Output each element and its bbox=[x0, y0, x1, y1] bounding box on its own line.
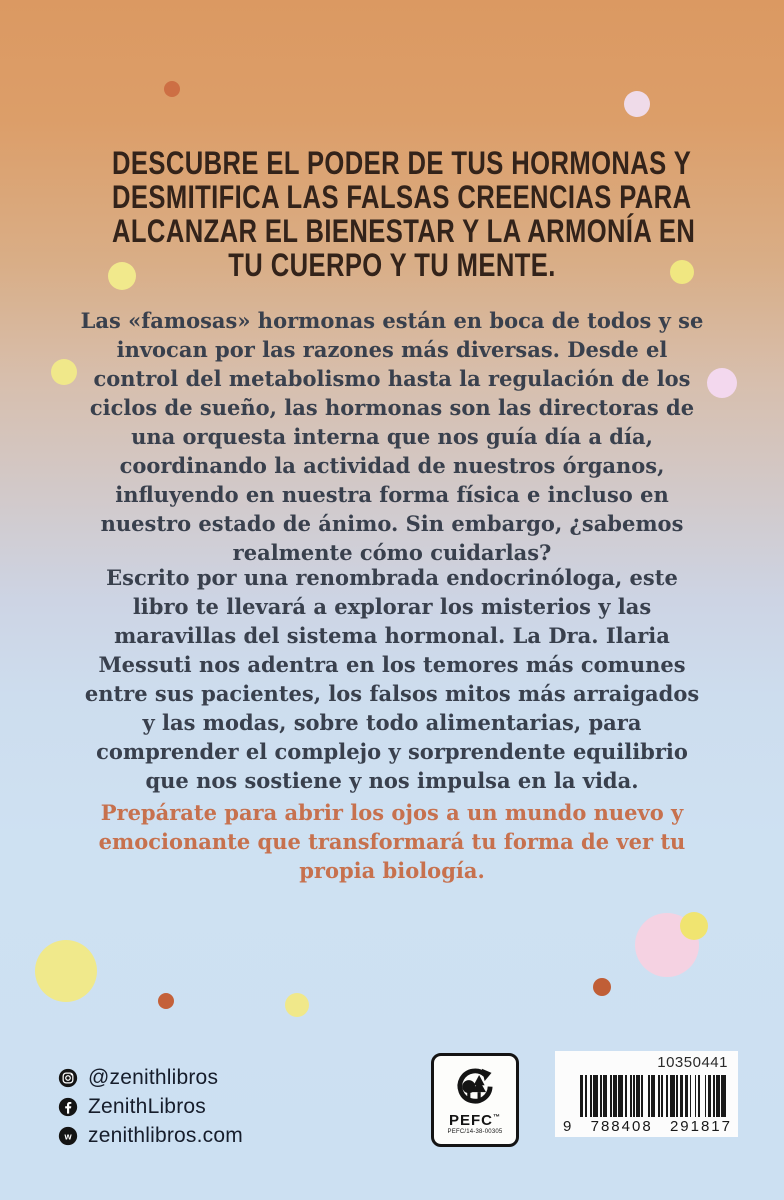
social-row-website bbox=[58, 1124, 243, 1148]
call-to-action-paragraph: Prepárate para abrir los ojos a un mundo nuevo y emocionante que transformará tu forma de ver tu propia biología. bbox=[98, 800, 686, 883]
trademark-symbol: ™ bbox=[493, 1113, 501, 1121]
tagline-line: DESCUBRE EL PODER DE TUS HORMONAS Y bbox=[112, 145, 692, 181]
dot-orange-top bbox=[164, 81, 180, 97]
dot-orange-bottom bbox=[158, 993, 174, 1009]
dot-pink-mid-right bbox=[707, 368, 737, 398]
publisher-social-links bbox=[58, 1066, 243, 1148]
facebook-handle: ZenithLibros bbox=[88, 1095, 206, 1118]
dot-orange-bottom-rt bbox=[593, 978, 611, 996]
synopsis-paragraph-1: Las «famosas» hormonas están en boca de todos y se invocan por las razones más diversas. Desde el control del metabolismo hasta la regulación de los ciclos de sueño, las hormonas son las directoras de una orquesta interna que nos guía día a día, coordinando la actividad de nuestros órganos, influyendo en nuestra forma física e incluso en nuestro estado de ánimo. Sin embargo, ¿sabemos realmente cómo cuidarlas? bbox=[80, 308, 704, 565]
website-url: zenithlibros.com bbox=[88, 1124, 243, 1147]
svg-text:w: w bbox=[64, 1131, 72, 1142]
synopsis-paragraph-2: Escrito por una renombrada endocrinóloga, este libro te llevará a explorar los misterios y las maravillas del sistema hormonal. La Dra. Ilaria Messuti nos adentra en los temores más comunes entre sus pacientes, los falsos mitos más arraigados y las modas, sobre todo alimentarias, para comprender el complejo y sorprendente equilibrio que nos sostiene y nos impulsa en la vida. bbox=[84, 565, 700, 793]
pefc-certification-badge bbox=[431, 1053, 519, 1147]
social-row-facebook bbox=[58, 1095, 243, 1119]
tagline-line: DESMITIFICA LAS FALSAS CREENCIAS PARA bbox=[112, 179, 692, 215]
tagline-line: ALCANZAR EL BIENESTAR Y LA ARMONÍA EN bbox=[112, 213, 696, 249]
dot-yellow-right bbox=[670, 260, 694, 284]
pefc-trees-icon bbox=[452, 1066, 498, 1110]
instagram-handle: @zenithlibros bbox=[88, 1066, 219, 1089]
social-row-instagram bbox=[58, 1066, 243, 1090]
dot-pink-top-right bbox=[624, 91, 650, 117]
instagram-icon bbox=[58, 1068, 78, 1088]
isbn-group-1: 788408 bbox=[590, 1118, 653, 1135]
isbn-prefix-digit: 9 bbox=[563, 1118, 574, 1135]
dot-yellow-mid-left bbox=[51, 359, 77, 385]
isbn-group-2: 291817 bbox=[669, 1118, 732, 1135]
dot-yellow-on-pink bbox=[680, 912, 708, 940]
pefc-license-code: PEFC/14-38-00305 bbox=[447, 1128, 503, 1135]
tagline-heading bbox=[112, 145, 696, 283]
facebook-icon bbox=[58, 1097, 78, 1117]
tagline-line: TU CUERPO Y TU MENTE. bbox=[228, 247, 556, 283]
website-icon bbox=[58, 1126, 78, 1146]
dot-yellow-bottom bbox=[285, 993, 309, 1017]
dot-yellow-big-bottom bbox=[35, 940, 97, 1002]
isbn-digits bbox=[563, 1118, 732, 1135]
barcode-bars bbox=[580, 1075, 728, 1117]
barcode-top-number: 10350441 bbox=[657, 1054, 728, 1071]
pefc-wordmark: PEFC™ bbox=[448, 1111, 501, 1129]
isbn-barcode-block bbox=[555, 1051, 738, 1137]
